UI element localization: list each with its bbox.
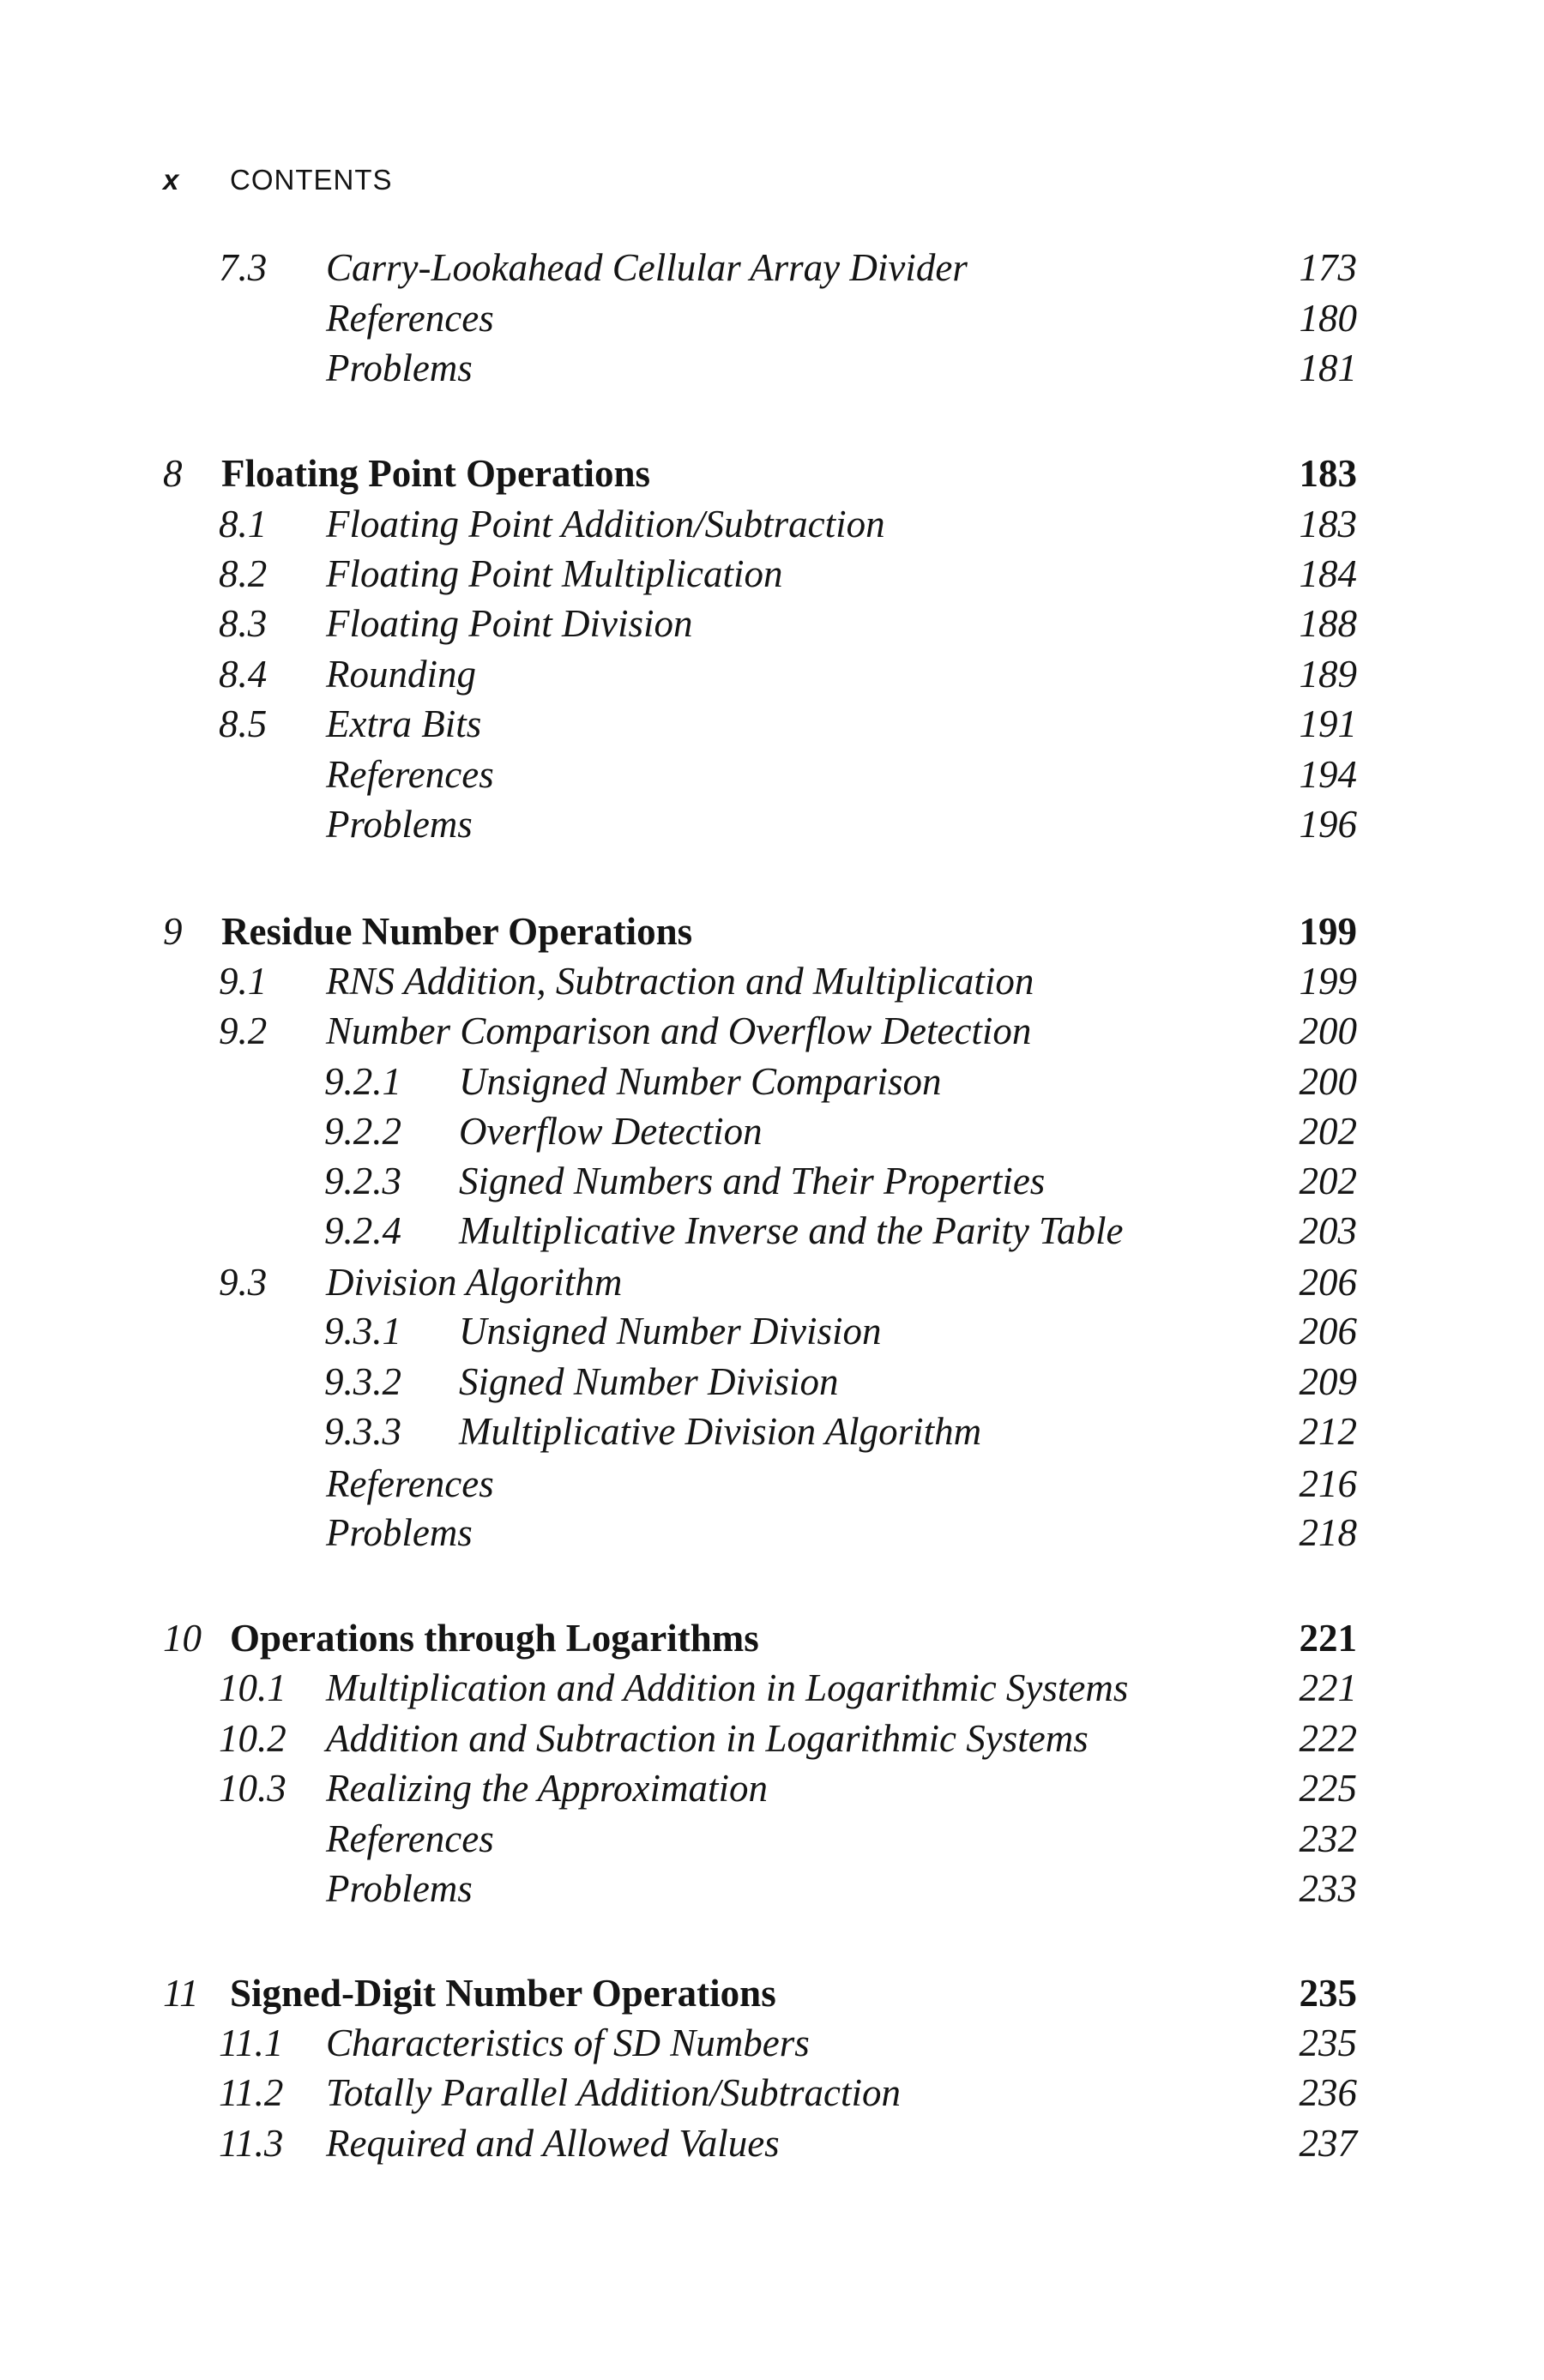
toc-entry-number: 9.2.2 <box>324 1110 401 1153</box>
toc-backmatter-row <box>0 750 1544 799</box>
toc-entry-number: 10.1 <box>219 1666 286 1709</box>
toc-page-number: 183 <box>1299 503 1357 545</box>
toc-page-number: 218 <box>1299 1511 1357 1554</box>
toc-entry-title: Unsigned Number Comparison <box>459 1060 942 1103</box>
toc-entry-number: 10.3 <box>219 1767 286 1810</box>
toc-entry-title: Floating Point Multiplication <box>326 552 783 595</box>
toc-page-number: 199 <box>1299 960 1357 1003</box>
toc-entry-number: 11.3 <box>219 2122 284 2165</box>
toc-section-row <box>0 499 1544 549</box>
toc-entry-title: Multiplication and Addition in Logarithmic Systems <box>326 1666 1129 1709</box>
toc-entry-number: 10 <box>163 1617 202 1660</box>
toc-entry-title: Signed-Digit Number Operations <box>230 1972 776 2015</box>
toc-section-row <box>0 2018 1544 2068</box>
toc-entry-title: Extra Bits <box>326 702 482 745</box>
toc-page-number: 181 <box>1299 346 1357 389</box>
toc-chapter-row <box>0 449 1544 498</box>
toc-page-number: 209 <box>1299 1360 1357 1403</box>
toc-page-number: 206 <box>1299 1261 1357 1304</box>
toc-page-number: 200 <box>1299 1009 1357 1052</box>
toc-page-number: 221 <box>1299 1666 1357 1709</box>
toc-entry-title: Residue Number Operations <box>221 910 693 953</box>
toc-section-row <box>0 649 1544 699</box>
toc-page-number: 235 <box>1299 2021 1357 2064</box>
toc-section-row <box>0 2118 1544 2168</box>
toc-page-number: 236 <box>1299 2071 1357 2114</box>
toc-entry-number: 9.1 <box>219 960 268 1003</box>
toc-entry-title: RNS Addition, Subtraction and Multiplication <box>326 960 1034 1003</box>
toc-entry-number: 9.3.2 <box>324 1360 401 1403</box>
toc-entry-number: 9 <box>163 910 183 953</box>
toc-page-number: 203 <box>1299 1209 1357 1252</box>
toc-entry-title: Signed Number Division <box>459 1360 839 1403</box>
toc-entry-number: 8 <box>163 452 183 495</box>
page-folio: x <box>163 164 179 196</box>
toc-page-number: 206 <box>1299 1310 1357 1353</box>
toc-entry-number: 8.1 <box>219 503 268 545</box>
toc-section-row <box>0 1156 1544 1206</box>
toc-page-number: 202 <box>1299 1160 1357 1202</box>
toc-entry-number: 8.3 <box>219 602 268 645</box>
toc-section-row <box>0 243 1544 292</box>
toc-entry-title: References <box>326 1817 494 1860</box>
toc-entry-title: References <box>326 297 494 340</box>
toc-entry-number: 11 <box>163 1972 199 2015</box>
toc-entry-number: 9.2.4 <box>324 1209 401 1252</box>
toc-section-row <box>0 549 1544 599</box>
toc-backmatter-row <box>0 1459 1544 1509</box>
running-head <box>163 163 393 197</box>
toc-page-number: 183 <box>1299 452 1357 495</box>
toc-page-number: 194 <box>1299 753 1357 796</box>
toc-backmatter-row <box>0 1864 1544 1913</box>
toc-entry-number: 10.2 <box>219 1717 286 1760</box>
toc-section-row <box>0 1407 1544 1456</box>
toc-page-number: 232 <box>1299 1817 1357 1860</box>
toc-entry-number: 9.2.1 <box>324 1060 401 1103</box>
toc-page-number: 199 <box>1299 910 1357 953</box>
toc-entry-title: Problems <box>326 803 473 846</box>
toc-section-row <box>0 1357 1544 1407</box>
toc-entry-title: References <box>326 1462 494 1505</box>
toc-page-number: 189 <box>1299 653 1357 696</box>
toc-page-number: 188 <box>1299 602 1357 645</box>
toc-entry-title: Carry-Lookahead Cellular Array Divider <box>326 246 968 289</box>
toc-page-number: 173 <box>1299 246 1357 289</box>
toc-entry-number: 7.3 <box>219 246 268 289</box>
toc-backmatter-row <box>0 293 1544 343</box>
toc-chapter-row <box>0 1613 1544 1663</box>
toc-backmatter-row <box>0 799 1544 849</box>
toc-page-number: 233 <box>1299 1867 1357 1910</box>
toc-entry-title: Rounding <box>326 653 476 696</box>
toc-section-row <box>0 1106 1544 1156</box>
toc-entry-title: Problems <box>326 1867 473 1910</box>
toc-entry-title: Problems <box>326 1511 473 1554</box>
toc-chapter-row <box>0 907 1544 956</box>
toc-entry-title: Overflow Detection <box>459 1110 763 1153</box>
toc-entry-number: 9.2.3 <box>324 1160 401 1202</box>
toc-entry-number: 9.3.3 <box>324 1410 401 1453</box>
toc-section-row <box>0 1057 1544 1106</box>
toc-section-row <box>0 1714 1544 1763</box>
toc-section-row <box>0 1663 1544 1713</box>
toc-section-row <box>0 1763 1544 1813</box>
toc-chapter-row <box>0 1968 1544 2018</box>
toc-entry-title: Unsigned Number Division <box>459 1310 882 1353</box>
toc-page-number: 216 <box>1299 1462 1357 1505</box>
running-head-title: CONTENTS <box>230 164 393 196</box>
toc-section-row <box>0 2068 1544 2118</box>
toc-entry-title: Floating Point Operations <box>221 452 651 495</box>
toc-entry-title: Problems <box>326 346 473 389</box>
toc-page-number: 180 <box>1299 297 1357 340</box>
toc-page-number: 221 <box>1299 1617 1357 1660</box>
toc-page-number: 235 <box>1299 1972 1357 2015</box>
toc-entry-title: Required and Allowed Values <box>326 2122 780 2165</box>
toc-entry-number: 9.3 <box>219 1261 268 1304</box>
toc-backmatter-row <box>0 343 1544 393</box>
toc-entry-number: 9.2 <box>219 1009 268 1052</box>
toc-entry-number: 8.5 <box>219 702 268 745</box>
toc-page-number: 184 <box>1299 552 1357 595</box>
toc-entry-number: 11.1 <box>219 2021 284 2064</box>
toc-entry-title: Operations through Logarithms <box>230 1617 759 1660</box>
toc-backmatter-row <box>0 1814 1544 1864</box>
toc-entry-number: 9.3.1 <box>324 1310 401 1353</box>
toc-entry-title: Multiplicative Inverse and the Parity Table <box>459 1209 1124 1252</box>
toc-section-row <box>0 1206 1544 1256</box>
toc-page-number: 237 <box>1299 2122 1357 2165</box>
toc-page-number: 202 <box>1299 1110 1357 1153</box>
toc-entry-title: Signed Numbers and Their Properties <box>459 1160 1046 1202</box>
toc-entry-title: Totally Parallel Addition/Subtraction <box>326 2071 902 2114</box>
toc-entry-title: Number Comparison and Overflow Detection <box>326 1009 1032 1052</box>
toc-section-row <box>0 699 1544 749</box>
toc-page-number: 191 <box>1299 702 1357 745</box>
toc-section-row <box>0 1006 1544 1056</box>
toc-entry-title: Realizing the Approximation <box>326 1767 768 1810</box>
toc-section-row <box>0 1306 1544 1356</box>
toc-page-number: 212 <box>1299 1410 1357 1453</box>
toc-backmatter-row <box>0 1508 1544 1558</box>
toc-entry-number: 8.2 <box>219 552 268 595</box>
toc-page-number: 225 <box>1299 1767 1357 1810</box>
toc-entry-title: Floating Point Division <box>326 602 693 645</box>
toc-page-number: 222 <box>1299 1717 1357 1760</box>
toc-entry-title: Multiplicative Division Algorithm <box>459 1410 982 1453</box>
toc-section-row <box>0 956 1544 1006</box>
toc-entry-number: 11.2 <box>219 2071 284 2114</box>
toc-entry-title: Characteristics of SD Numbers <box>326 2021 810 2064</box>
toc-page-number: 200 <box>1299 1060 1357 1103</box>
toc-page-number: 196 <box>1299 803 1357 846</box>
toc-entry-number: 8.4 <box>219 653 268 696</box>
toc-entry-title: Floating Point Addition/Subtraction <box>326 503 885 545</box>
toc-entry-title: References <box>326 753 494 796</box>
toc-section-row <box>0 599 1544 648</box>
toc-entry-title: Division Algorithm <box>326 1261 623 1304</box>
toc-entry-title: Addition and Subtraction in Logarithmic Systems <box>326 1717 1089 1760</box>
toc-section-row <box>0 1257 1544 1307</box>
